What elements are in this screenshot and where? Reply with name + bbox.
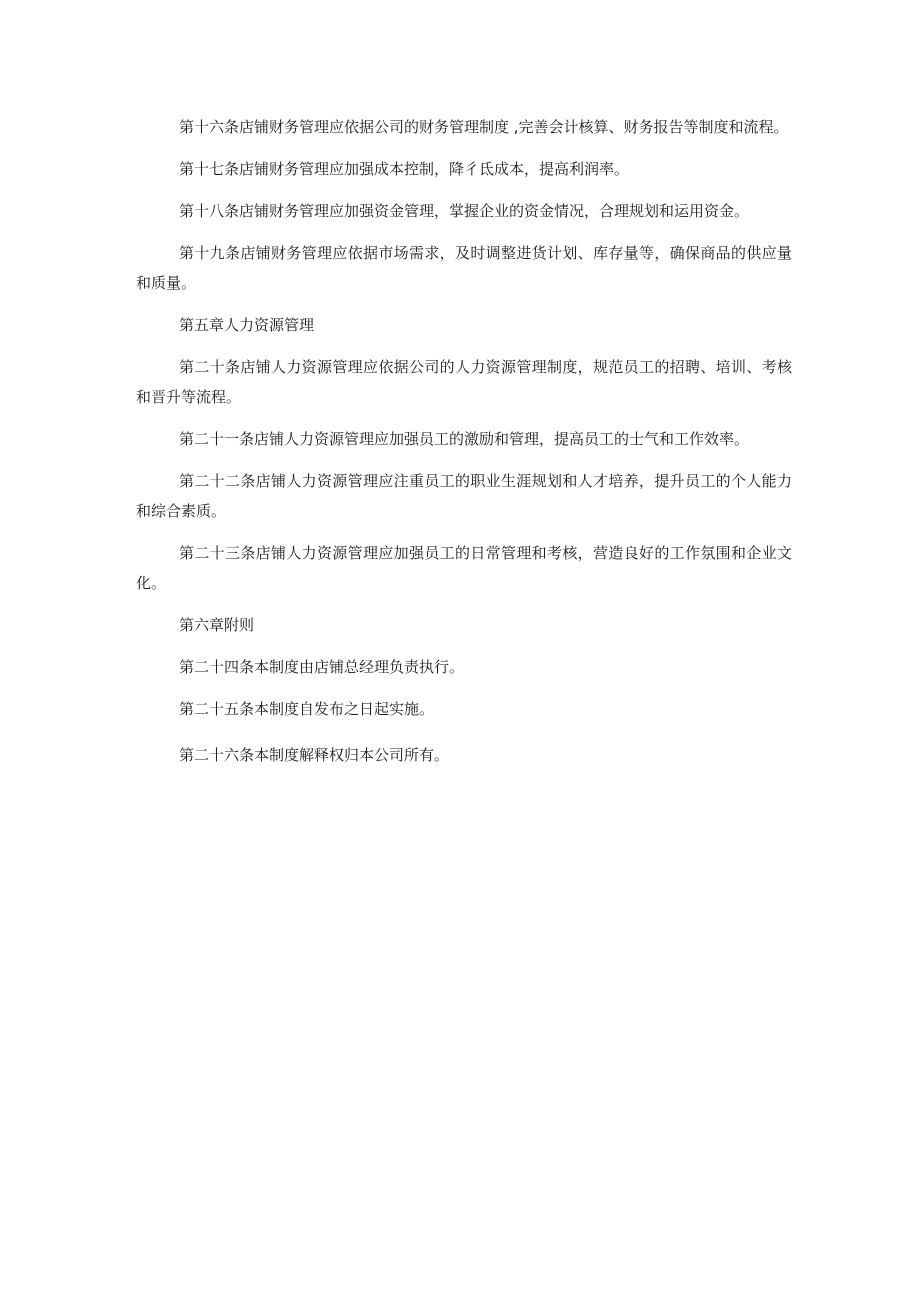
paragraph-article-19: 第十九条店铺财务管理应依据市场需求，及时调整进货计划、库存量等，确保商品的供应量和质量。 — [136, 244, 792, 292]
paragraph-article-22: 第二十二条店铺人力资源管理应注重员工的职业生涯规划和人才培养，提升员工的个人能力和综合素质。 — [136, 472, 792, 520]
paragraph-article-26: 第二十六条本制度解释权归本公司所有。 — [179, 746, 450, 764]
paragraph-article-20: 第二十条店铺人力资源管理应依据公司的人力资源管理制度，规范员工的招聘、培训、考核和晋升等流程。 — [136, 358, 792, 406]
paragraph-article-18: 第十八条店铺财务管理应加强资金管理，掌握企业的资金情况，合理规划和运用资金。 — [179, 202, 750, 220]
chapter-heading-5: 第五章人力资源管理 — [179, 316, 315, 334]
paragraph-article-21: 第二十一条店铺人力资源管理应加强员工的激励和管理，提高员工的士气和工作效率。 — [179, 430, 750, 448]
paragraph-article-16: 第十六条店铺财务管理应依据公司的财务管理制度 ,完善会计核算、财务报告等制度和流程。 — [179, 118, 789, 136]
paragraph-article-24: 第二十四条本制度由店铺总经理负责执行。 — [179, 658, 465, 676]
paragraph-article-25: 第二十五条本制度自发布之日起实施。 — [179, 700, 435, 718]
document-body — [136, 112, 792, 782]
chapter-heading-6: 第六章附则 — [179, 616, 255, 634]
paragraph-article-17: 第十七条店铺财务管理应加强成本控制，降彳氐成本，提高利润率。 — [179, 160, 630, 178]
paragraph-article-23: 第二十三条店铺人力资源管理应加强员工的日常管理和考核，营造良好的工作氛围和企业文化。 — [136, 544, 792, 592]
